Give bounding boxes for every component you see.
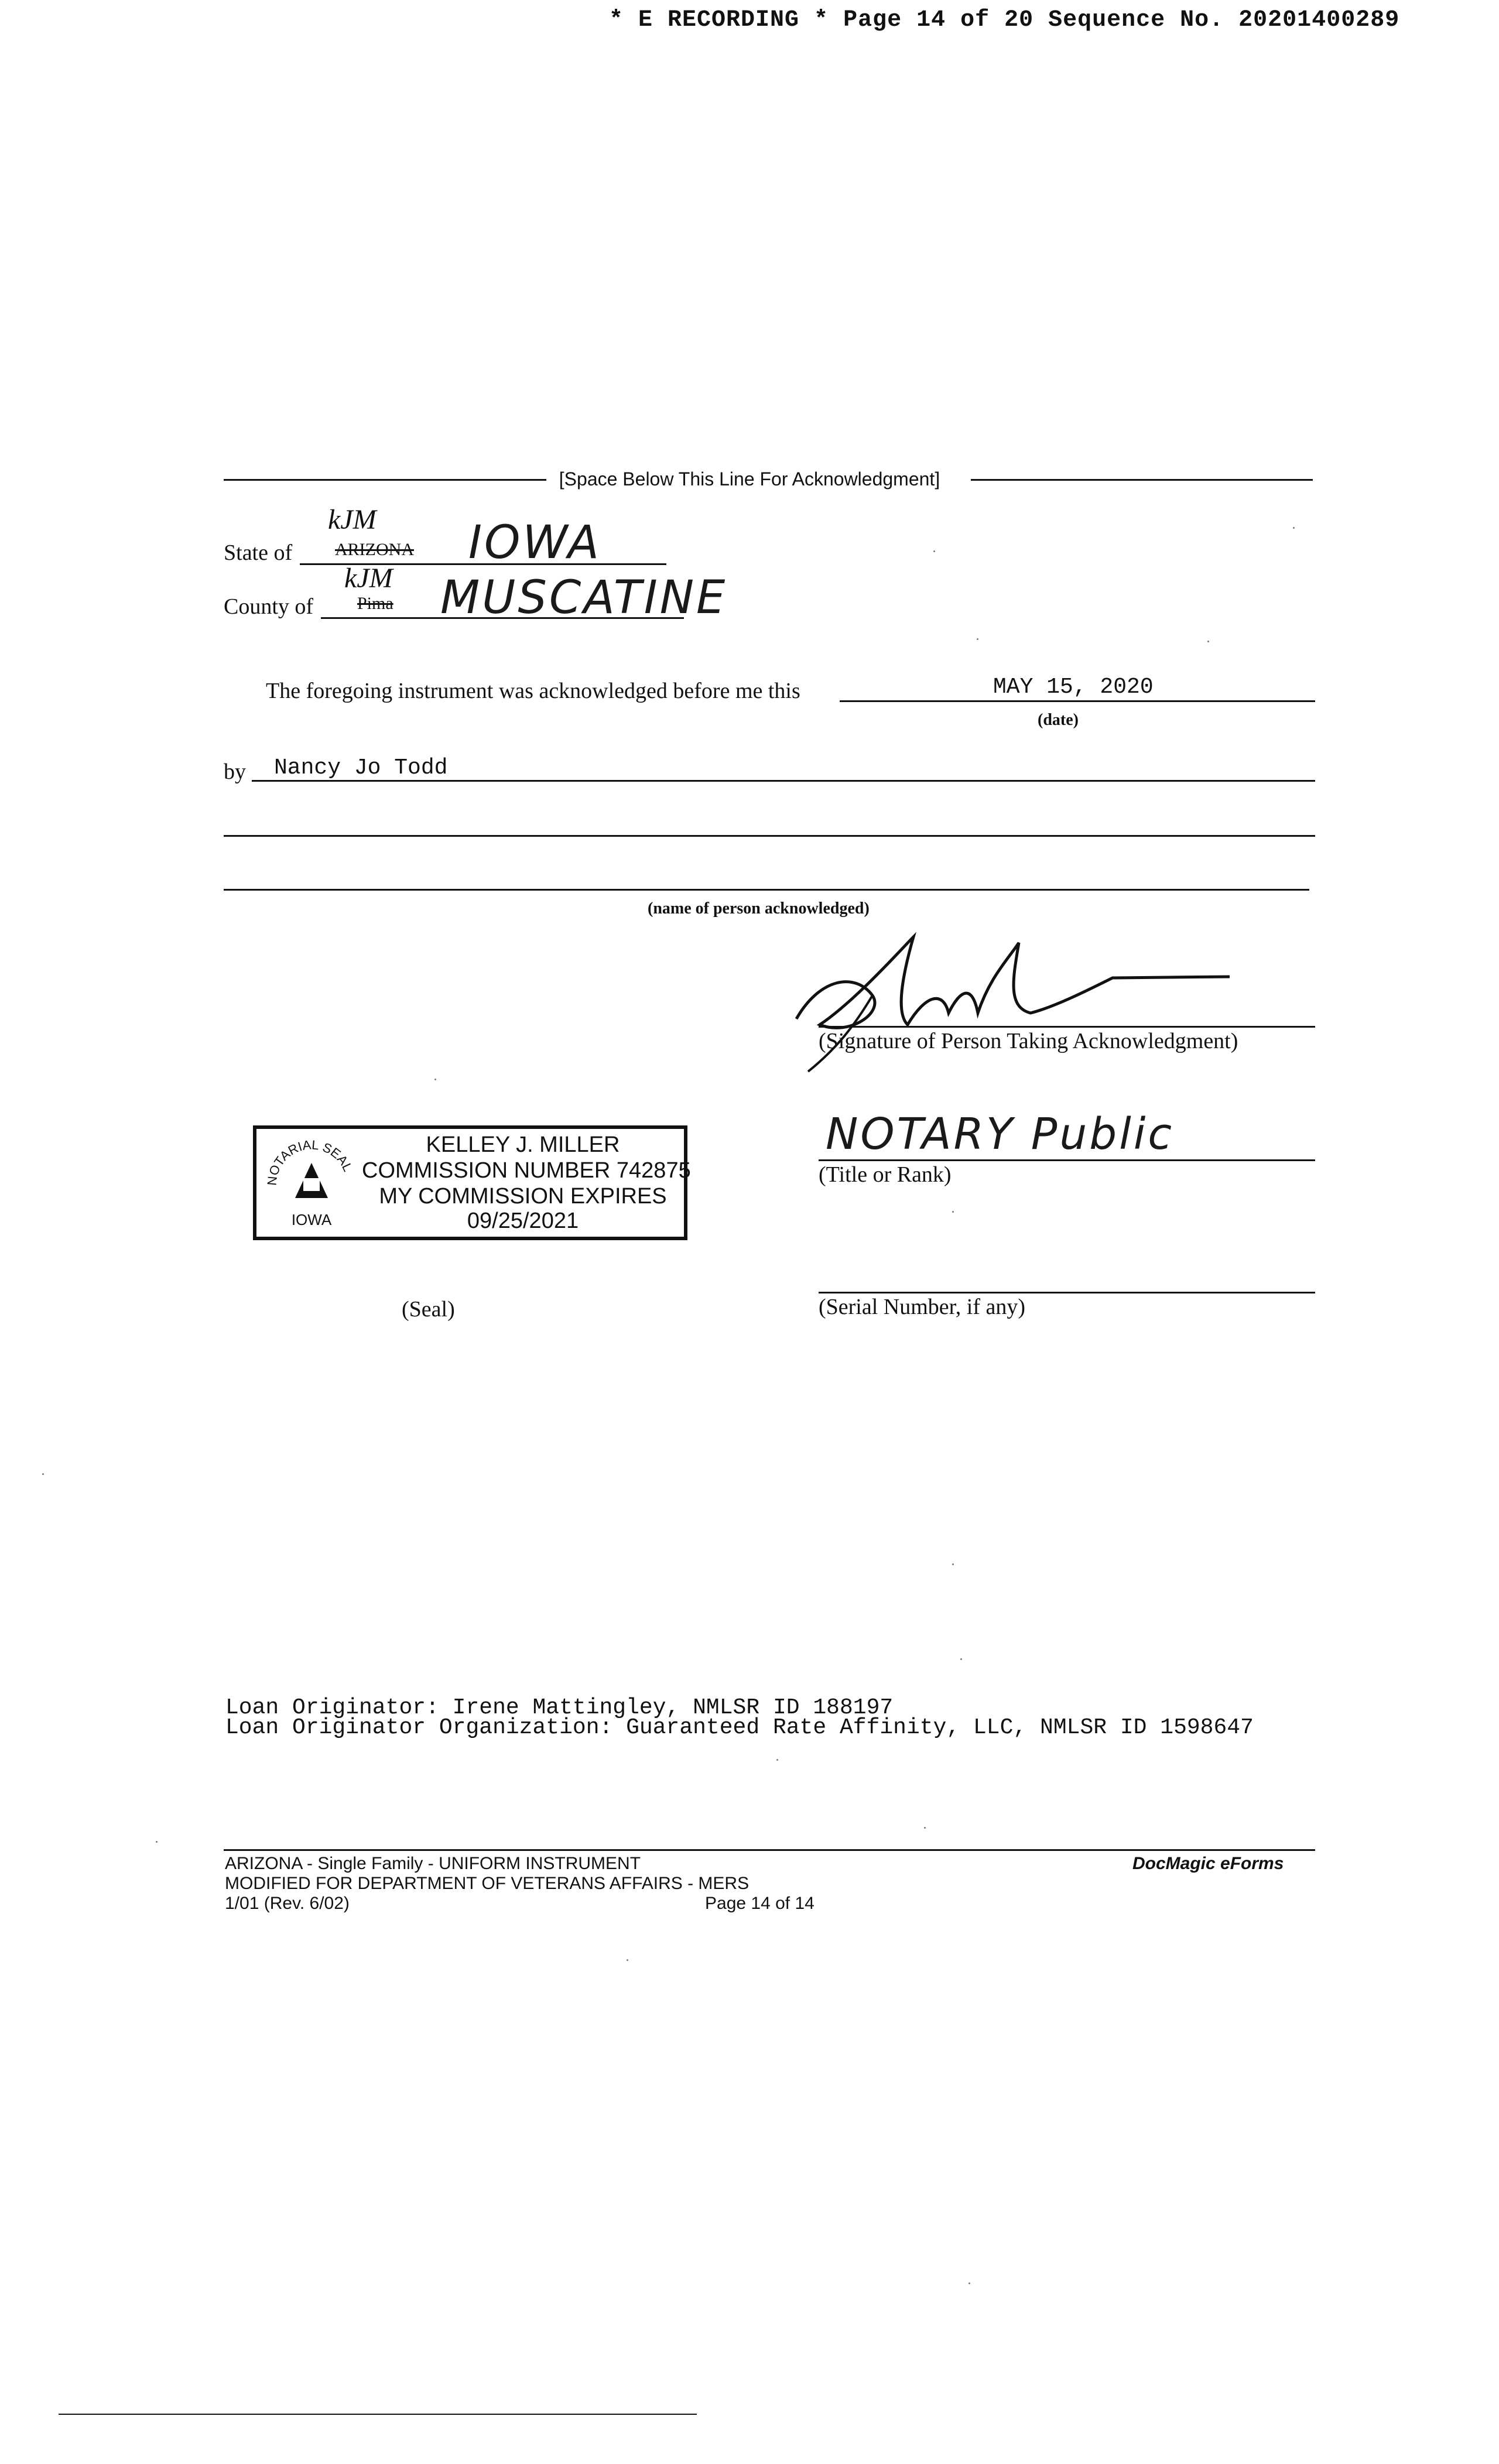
scan-speck: [952, 1211, 954, 1213]
scan-speck: [434, 1079, 436, 1080]
scan-edge-line: [59, 2414, 697, 2415]
state-initials: kJM: [328, 504, 377, 535]
name-underline-3: [224, 889, 1309, 891]
form-footer: [225, 1854, 749, 1914]
scan-speck: [776, 1759, 778, 1761]
ack-divider-text: [Space Below This Line For Acknowledgment]: [0, 468, 1499, 490]
scan-speck: [627, 1959, 628, 1961]
seal-expires-label: MY COMMISSION EXPIRES: [379, 1184, 667, 1209]
seal-notary-name: KELLEY J. MILLER: [426, 1132, 620, 1157]
date-underline: [840, 700, 1315, 702]
state-struck-text: ARIZONA: [335, 540, 414, 559]
footer-form-revision: 1/01 (Rev. 6/02): [225, 1894, 350, 1913]
seal-commission-number: COMMISSION NUMBER 742875: [362, 1158, 691, 1183]
notary-signature: [785, 925, 1241, 1077]
serial-caption: (Serial Number, if any): [819, 1295, 1026, 1319]
county-initials: kJM: [344, 563, 393, 594]
docmagic-logo: DocMagic eForms: [1132, 1854, 1284, 1873]
svg-text:NOTARIAL SEAL: NOTARIAL SEAL: [265, 1137, 355, 1186]
loan-originator-block: [225, 1695, 1254, 1740]
seal-caption: (Seal): [402, 1297, 455, 1322]
county-handwritten: MUSCATINE: [440, 571, 728, 624]
state-handwritten: IOWA: [468, 516, 601, 569]
notary-seal-stamp: [253, 1125, 691, 1240]
name-caption: (name of person acknowledged): [648, 899, 870, 918]
seal-expires-date: 09/25/2021: [467, 1209, 579, 1233]
scan-speck: [42, 1473, 44, 1475]
loan-organization-line: Loan Originator Organization: Guaranteed Rate Affinity, LLC, NMLSR ID 1598647: [225, 1715, 1254, 1740]
footer-page-number: Page 14 of 14: [705, 1894, 814, 1913]
name-underline-2: [224, 835, 1315, 837]
scan-speck: [960, 1658, 962, 1660]
state-label: State of: [224, 540, 293, 565]
scan-speck: [968, 2282, 970, 2284]
footer-form-subtitle: MODIFIED FOR DEPARTMENT OF VETERANS AFFAIRS - MERS: [225, 1874, 750, 1893]
ack-date: MAY 15, 2020: [993, 675, 1154, 700]
scan-speck: [977, 638, 978, 640]
scan-speck: [1207, 641, 1209, 642]
county-label: County of: [224, 594, 314, 619]
date-caption: (date): [1038, 711, 1079, 729]
county-struck-text: Pima: [357, 594, 393, 613]
title-handwritten: NOTARY Public: [826, 1109, 1175, 1159]
serial-line: [819, 1292, 1315, 1293]
by-label: by: [224, 759, 246, 784]
signature-caption: (Signature of Person Taking Acknowledgment): [819, 1029, 1238, 1053]
scan-speck: [933, 550, 935, 552]
ack-statement: The foregoing instrument was acknowledged before me this: [266, 679, 800, 703]
footer-rule: [224, 1849, 1315, 1851]
scan-speck: [1293, 527, 1295, 529]
footer-form-title: ARIZONA - Single Family - UNIFORM INSTRUMENT: [225, 1854, 641, 1873]
person-name: Nancy Jo Todd: [274, 755, 448, 781]
title-line: [819, 1159, 1315, 1161]
recording-stamp: * E RECORDING * Page 14 of 20 Sequence No. 20201400289: [609, 7, 1400, 33]
loan-originator-line: Loan Originator: Irene Mattingley, NMLSR ID 188197: [225, 1695, 894, 1720]
title-caption: (Title or Rank): [819, 1162, 952, 1187]
svg-text:IOWA: IOWA: [291, 1211, 332, 1228]
scan-speck: [156, 1841, 158, 1843]
scan-speck: [924, 1827, 926, 1829]
scan-speck: [952, 1563, 954, 1565]
signature-line: [819, 1026, 1315, 1028]
notarial-seal-emblem: [265, 1137, 358, 1231]
